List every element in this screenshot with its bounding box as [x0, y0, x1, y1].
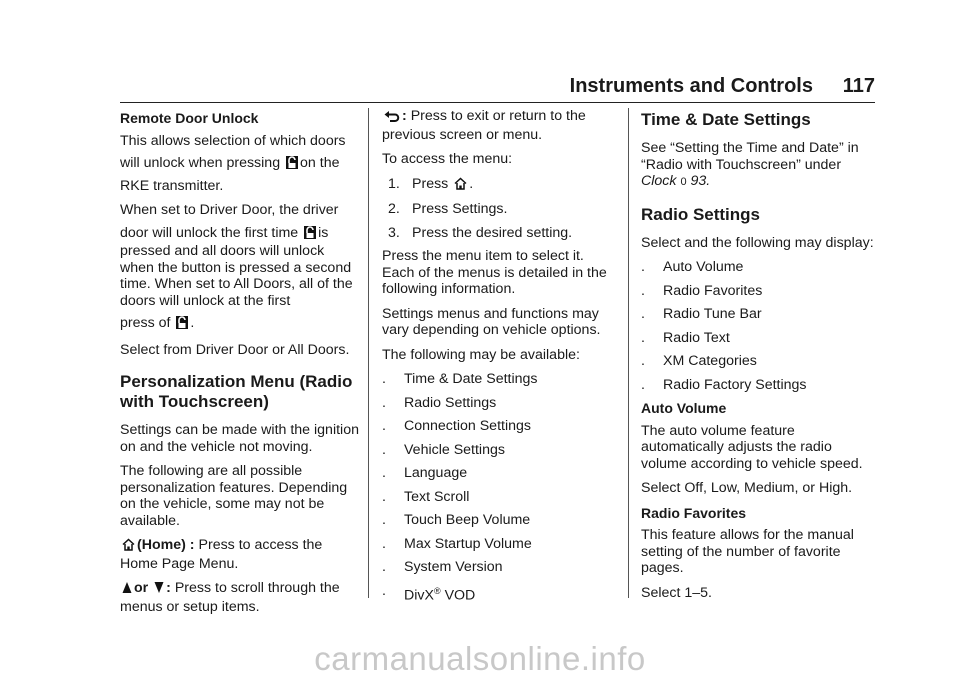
colon: : — [166, 580, 171, 596]
bullet: . — [382, 418, 386, 434]
paragraph — [120, 133, 360, 195]
paragraph: The following may be available: — [382, 346, 580, 363]
list-item — [382, 512, 617, 529]
bullet: . — [382, 371, 386, 387]
personalization-menu-heading: Personalization Menu (Radio with Touchscreen) — [120, 372, 353, 411]
column-divider — [628, 108, 629, 598]
list-item — [382, 489, 617, 506]
paragraph: This feature allows for the manual setting of the number of favorite pages. — [641, 527, 854, 576]
list-item — [382, 176, 617, 195]
colon: : — [402, 108, 407, 124]
text: Time & Date Settings — [404, 371, 538, 387]
remote-door-unlock-heading: Remote Door Unlock — [120, 110, 259, 126]
list-item — [382, 536, 617, 553]
list-item — [382, 395, 617, 412]
text: Radio Text — [663, 329, 730, 346]
page-ref-symbol: 0 — [680, 176, 687, 188]
list-item — [382, 583, 617, 604]
text: Vehicle Settings — [404, 441, 505, 458]
text: DivX — [404, 587, 434, 604]
text: System Version — [404, 559, 503, 575]
text: Press to scroll through the menus or setup items. — [120, 580, 340, 615]
text: Touch Beep Volume — [404, 512, 531, 528]
list-item — [641, 259, 876, 276]
text: is — [318, 224, 329, 241]
text: Connection Settings — [404, 418, 531, 434]
text: Auto Volume — [663, 259, 744, 275]
page-number: 117 — [842, 75, 875, 97]
text: Language — [404, 465, 468, 481]
bullet: . — [382, 394, 386, 411]
text: Radio Factory Settings — [663, 376, 807, 393]
page-header — [120, 68, 875, 103]
list-item — [382, 371, 617, 388]
down-arrow-icon — [154, 581, 164, 599]
column-divider — [368, 108, 369, 598]
text: This allows selection of which doors — [120, 132, 346, 149]
bullet: . — [382, 582, 386, 599]
time-date-heading: Time & Date Settings — [641, 110, 811, 129]
unlock-icon — [304, 226, 316, 244]
list-item — [382, 201, 617, 218]
home-description — [120, 537, 360, 572]
bullet: . — [382, 465, 386, 481]
home-icon — [122, 538, 135, 556]
list-item — [641, 283, 876, 300]
text: press of — [120, 315, 171, 331]
list-item — [382, 465, 617, 482]
list-item — [641, 306, 876, 323]
text: RKE transmitter. — [120, 177, 224, 194]
paragraph — [641, 140, 876, 191]
step-number: 1. — [388, 175, 400, 192]
column-left — [120, 108, 360, 623]
paragraph: Select 1–5. — [641, 584, 712, 601]
bullet: . — [641, 282, 645, 299]
watermark: carmanualsonline.info — [314, 640, 646, 677]
radio-settings-list — [641, 259, 876, 393]
list-item — [382, 559, 617, 576]
paragraph: Select Off, Low, Medium, or High. — [641, 480, 853, 496]
text: Press to access the Home Page Menu. — [120, 537, 323, 572]
arrows-description — [120, 580, 360, 615]
settings-list — [382, 371, 617, 604]
list-item — [382, 225, 617, 242]
paragraph: Select from Driver Door or All Doors. — [120, 341, 350, 358]
bullet: . — [641, 376, 645, 393]
text: When set to Driver Door, the driver — [120, 202, 339, 218]
text: Max Startup Volume — [404, 535, 532, 552]
step-number: 3. — [388, 224, 400, 241]
text: will unlock when pressing — [120, 155, 281, 171]
list-item — [641, 330, 876, 347]
bullet: . — [641, 259, 645, 275]
paragraph: Settings can be made with the ignition on and the vehicle not moving. — [120, 422, 359, 455]
bullet: . — [641, 306, 645, 322]
text: Radio Tune Bar — [663, 306, 762, 322]
section-title: Instruments and Controls — [569, 75, 813, 97]
text: Clock — [641, 173, 677, 189]
text: Radio Settings — [404, 394, 497, 411]
text: . — [469, 175, 474, 192]
steps-list — [382, 176, 617, 242]
text: Press the desired setting. — [412, 224, 573, 241]
text: door will unlock the first time — [120, 224, 299, 241]
up-arrow-icon — [122, 581, 132, 599]
back-icon — [384, 110, 400, 127]
bullet: . — [382, 535, 386, 552]
home-label: (Home) : — [137, 537, 195, 553]
text: pressed and all doors will unlock when the button is pressed a second time. When set to All Doors, all of the doors will unlock at the first — [120, 243, 353, 309]
text: Press — [412, 175, 449, 192]
text: VOD — [444, 587, 476, 604]
bullet: . — [382, 559, 386, 575]
list-item — [382, 418, 617, 435]
bullet: . — [382, 488, 386, 505]
bullet: . — [382, 512, 386, 528]
text: Radio Favorites — [663, 282, 763, 299]
bullet: . — [641, 329, 645, 346]
back-description — [382, 108, 617, 143]
paragraph: The auto volume feature automatically adjusts the radio volume according to vehicle speed. — [641, 422, 863, 472]
registered-mark: ® — [433, 585, 441, 596]
radio-settings-heading: Radio Settings — [641, 204, 761, 224]
radio-favorites-heading: Radio Favorites — [641, 504, 747, 521]
column-middle — [382, 108, 617, 611]
list-item — [641, 353, 876, 370]
unlock-icon — [176, 316, 188, 334]
auto-volume-heading: Auto Volume — [641, 400, 727, 416]
column-right — [641, 108, 876, 609]
text: . — [190, 315, 195, 331]
list-item — [382, 442, 617, 459]
step-number: 2. — [388, 201, 400, 217]
paragraph: To access the menu: — [382, 151, 513, 167]
list-item — [641, 377, 876, 394]
text: Press to exit or return to the previous screen or menu. — [382, 108, 586, 143]
or-label: or — [134, 580, 149, 596]
text: See “Setting the Time and Date” in “Radio with Touchscreen” under — [641, 140, 859, 173]
text: Press Settings. — [412, 201, 508, 217]
text: XM Categories — [663, 353, 757, 369]
text: Text Scroll — [404, 488, 470, 505]
paragraph: The following are all possible personalization features. Depending on the vehicle, some may not be available. — [120, 463, 348, 529]
paragraph: Press the menu item to select it. Each of the menus is detailed in the following information. — [382, 248, 607, 297]
text: on the — [300, 155, 340, 171]
page-ref: 93. — [690, 173, 711, 189]
bullet: . — [382, 441, 386, 458]
paragraph — [120, 202, 360, 334]
unlock-icon — [286, 156, 298, 174]
paragraph: Select and the following may display: — [641, 234, 874, 251]
paragraph: Settings menus and functions may vary depending on vehicle options. — [382, 305, 601, 338]
home-icon — [454, 177, 467, 195]
bullet: . — [641, 353, 645, 369]
